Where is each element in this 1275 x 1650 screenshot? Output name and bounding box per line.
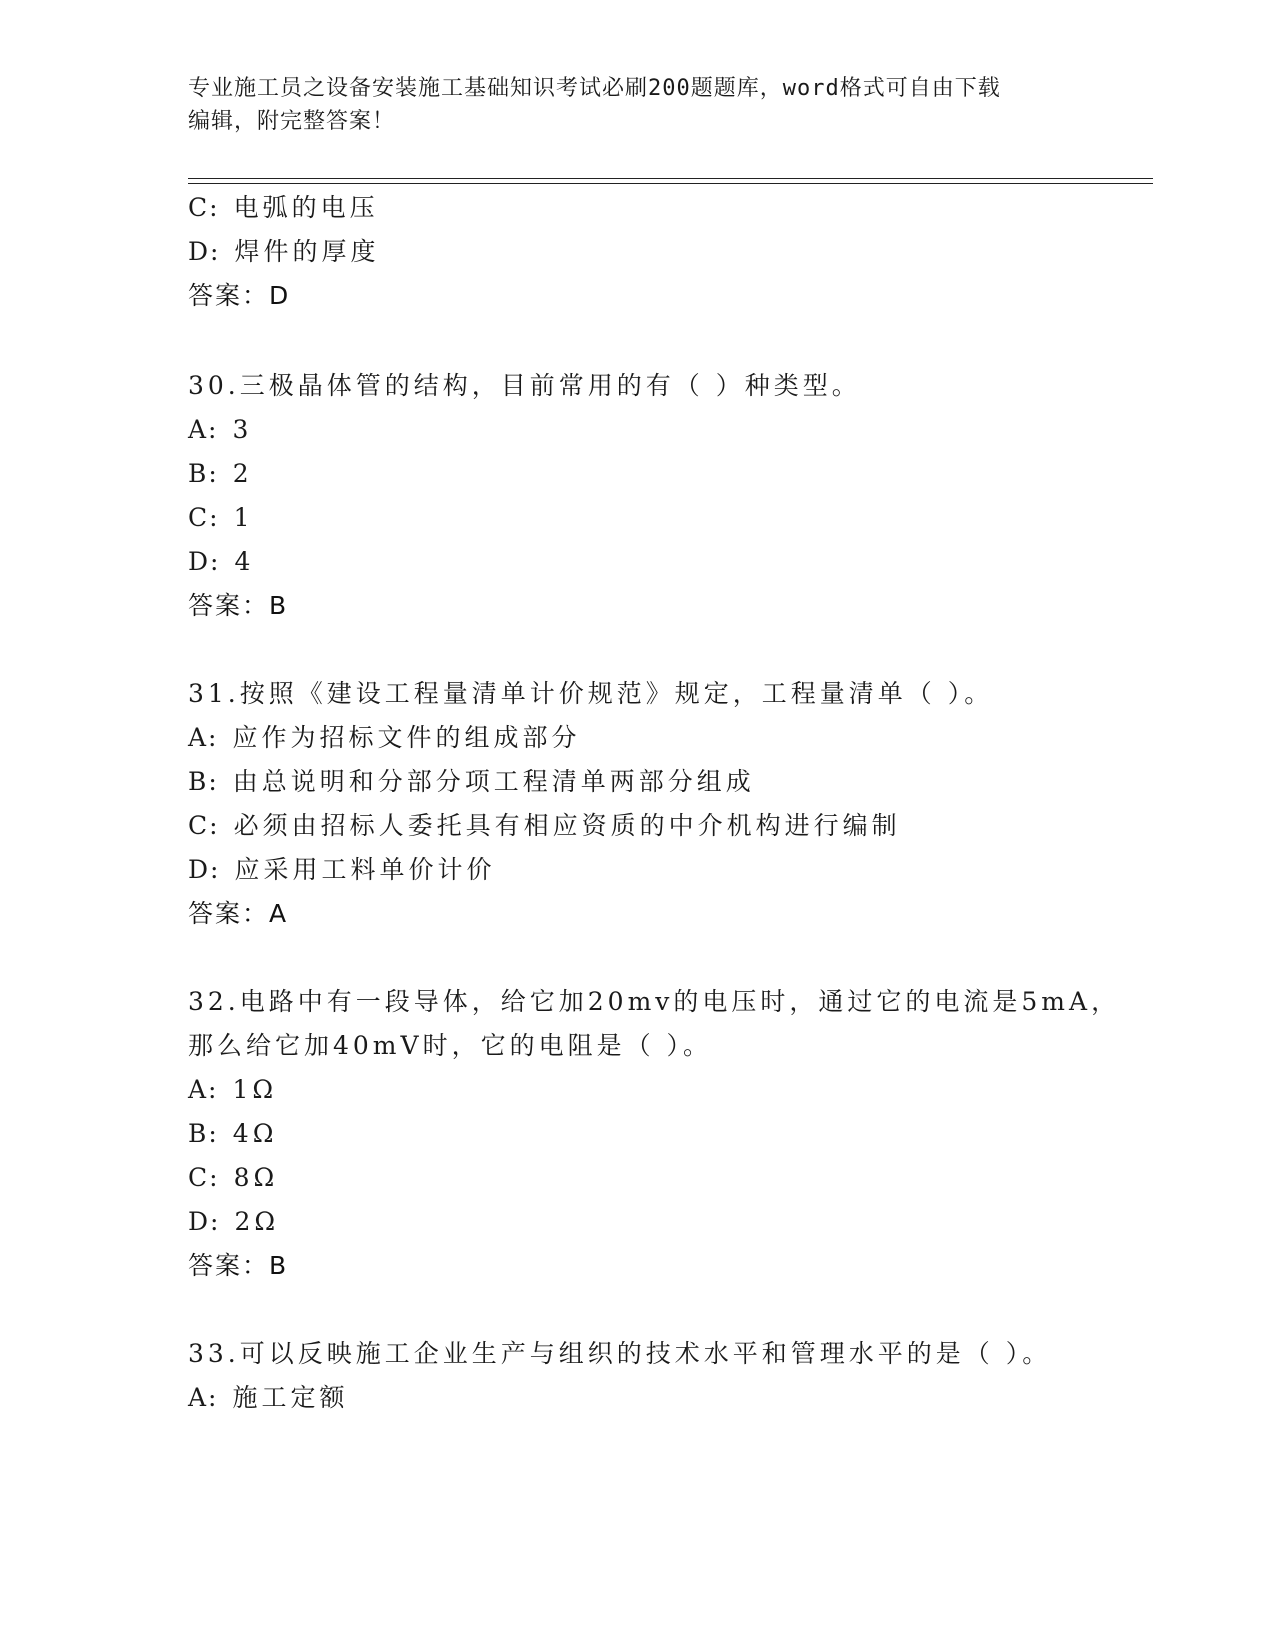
document-header — [188, 72, 1068, 138]
option-text: 1 — [233, 503, 254, 532]
header-title-line-2: 编辑，附完整答案！ — [188, 109, 396, 134]
option-d — [188, 236, 379, 268]
option-text: 2Ω — [234, 1207, 280, 1236]
option-text: 电弧的电压 — [233, 193, 379, 222]
option-label: A: — [188, 415, 219, 444]
option-label: A: — [188, 1075, 219, 1104]
option-c — [188, 1162, 278, 1194]
option-text: 1Ω — [232, 1075, 278, 1104]
option-label: C: — [188, 503, 220, 532]
question-stem: 33.可以反映施工企业生产与组织的技术水平和管理水平的是（ ）。 — [188, 1339, 1052, 1368]
option-c — [188, 502, 253, 534]
option-label: D: — [188, 1207, 221, 1236]
option-label: B: — [188, 767, 219, 796]
option-b — [188, 458, 253, 490]
option-label: A: — [188, 1383, 219, 1412]
option-text: 3 — [232, 415, 253, 444]
option-label: A: — [188, 723, 219, 752]
question-stem: 31.按照《建设工程量清单计价规范》规定，工程量清单（ ）。 — [188, 679, 994, 708]
option-a — [188, 722, 581, 754]
option-a — [188, 414, 252, 446]
option-label: B: — [188, 459, 219, 488]
option-label: C: — [188, 1163, 220, 1192]
option-b — [188, 766, 755, 798]
option-label: C: — [188, 811, 220, 840]
option-text: 焊件的厚度 — [234, 237, 380, 266]
option-c — [188, 192, 379, 224]
option-text: 应作为招标文件的组成部分 — [232, 723, 581, 752]
option-text: 4 — [234, 547, 255, 576]
answer-line: 答案：A — [188, 899, 289, 928]
option-b — [188, 1118, 277, 1150]
option-label: D: — [188, 547, 221, 576]
option-label: D: — [188, 237, 221, 266]
option-text: 8Ω — [233, 1163, 279, 1192]
answer-line: 答案：B — [188, 591, 289, 620]
header-title-line-1: 专业施工员之设备安装施工基础知识考试必刷200题题库，word格式可自由下载 — [188, 76, 1001, 101]
option-c — [188, 810, 901, 842]
option-d — [188, 1206, 279, 1238]
option-label: C: — [188, 193, 220, 222]
question-stem: 30.三极晶体管的结构，目前常用的有（ ）种类型。 — [188, 371, 861, 400]
option-label: D: — [188, 855, 221, 884]
option-text: 4Ω — [232, 1119, 278, 1148]
answer-line: 答案：B — [188, 1251, 289, 1280]
option-text: 必须由招标人委托具有相应资质的中介机构进行编制 — [233, 811, 901, 840]
header-divider-bottom — [188, 183, 1153, 184]
option-label: B: — [188, 1119, 219, 1148]
answer-line: 答案：D — [188, 281, 291, 310]
option-text: 由总说明和分部分项工程清单两部分组成 — [232, 767, 755, 796]
option-text: 应采用工料单价计价 — [234, 855, 496, 884]
option-text: 2 — [232, 459, 253, 488]
option-d — [188, 546, 254, 578]
header-divider-top — [188, 178, 1153, 179]
question-stem-continued: 那么给它加40mV时，它的电阻是（ ）。 — [188, 1031, 713, 1060]
option-d — [188, 854, 495, 886]
option-text: 施工定额 — [232, 1383, 349, 1412]
question-stem: 32.电路中有一段导体，给它加20mv的电压时，通过它的电流是5mA， — [188, 987, 1121, 1016]
option-a — [188, 1074, 277, 1106]
option-a — [188, 1382, 349, 1414]
